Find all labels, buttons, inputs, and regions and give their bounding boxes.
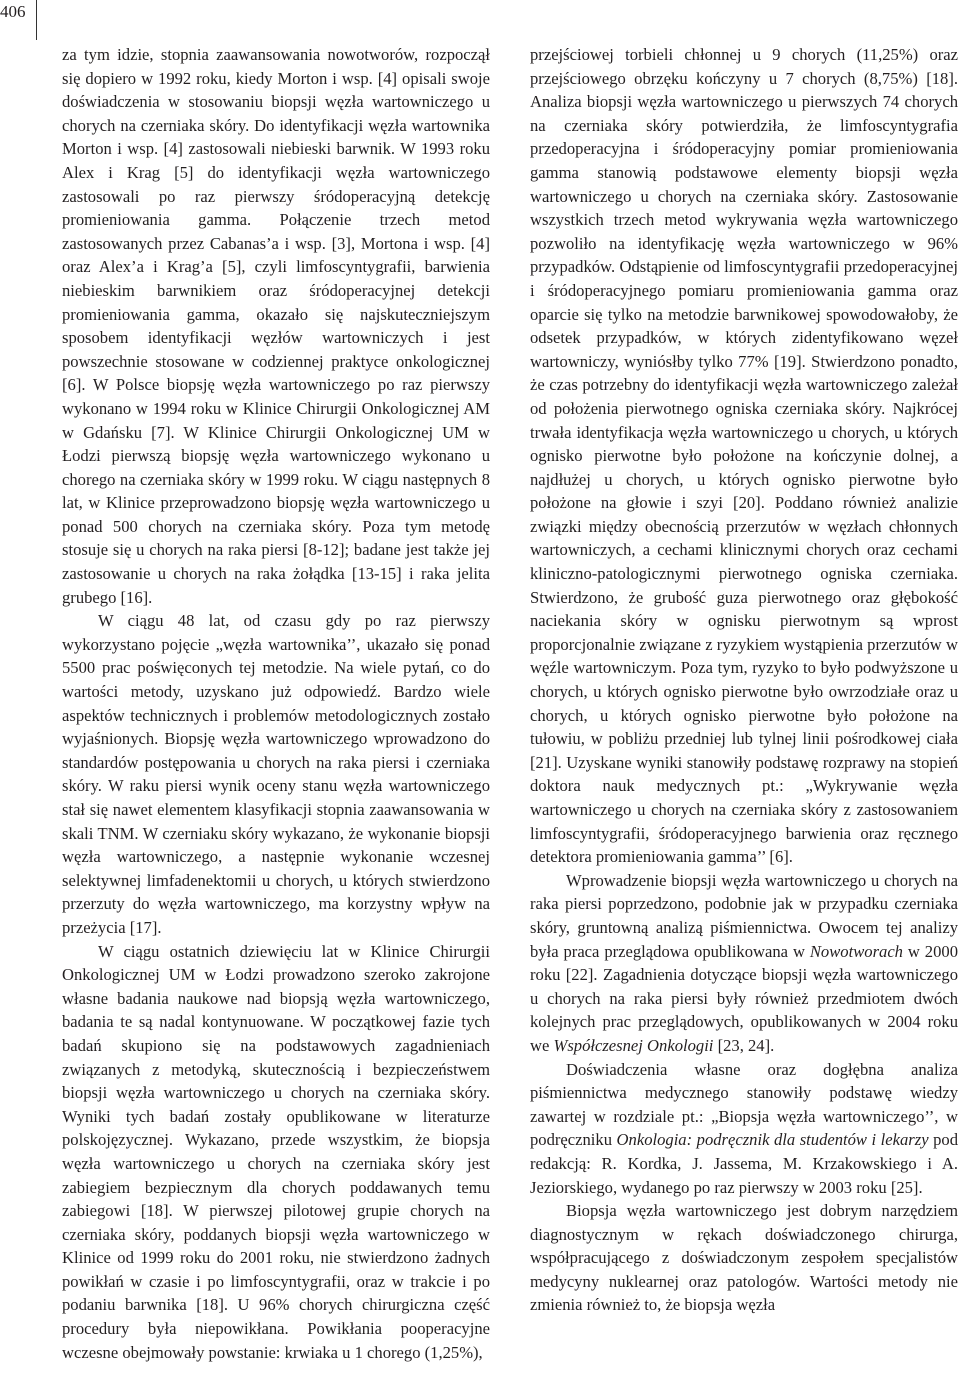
paragraph-text: pod redakcją: R. Kordka, J. Jassema, M. Krzakowskiego i A. Jeziorskiego, wydanego po raz pierwszy w 2003 roku [25]. bbox=[530, 1130, 958, 1197]
margin-rule bbox=[36, 0, 37, 40]
paragraph-text: [23, 24]. bbox=[713, 1035, 775, 1055]
paragraph-text: w 2000 roku [22]. Zagadnienia dotyczące biopsji węzła wartowniczego u chorych na raka piersi były również przedmiotem dwóch kolejnych prac przeglądowych, opublikowanych w 2004 roku we bbox=[530, 941, 958, 1055]
right-paragraph-4: Biopsja węzła wartowniczego jest dobrym narzędziem diagnostycznym w rękach doświadczonego chirurga, współpracującego z doświadczonym zespołem specjalistów medycyny nuklearnej oraz patologów. Wartości metody nie zmienia również to, że biopsja węzła bbox=[530, 1201, 958, 1315]
paragraph-text: Doświadczenia własne oraz dogłębna analiza piśmiennictwa medycznego stanowiły podstawę wiedzy zawartej w rozdziale pt.: „Biopsja węzła wartowniczego’’, w podręczniku bbox=[530, 1059, 958, 1150]
left-column bbox=[62, 43, 490, 1364]
right-paragraph-2 bbox=[530, 869, 958, 1058]
left-paragraph-3: W ciągu ostatnich dziewięciu lat w Klinice Chirurgii Onkologicznej UM w Łodzi prowadzono szeroko zakrojone własne badania naukowe nad biopsją węzła wartowniczego, badania te są nadal kontynuowane. W początkowej fazie tych badań skupiono się na podstawowych zagadnieniach związanych z metodyką, skutecznością i bezpieczeństwem biopsji węzła wartowniczego u chorych na czerniaka skóry. Wyniki tych badań zostały opublikowane w literaturze polskojęzycznej. Wykazano, przede wszystkim, że biopsja węzła wartowniczego u chorych na czerniaka skóry jest zabiegiem bezpiecznym dla chorych poddawanych temu zabiegowi [18]. W pierwszej pilotowej grupie chorych na czerniaka skóry, poddanych biopsji węzła wartowniczego w Klinice od 1999 roku do 2001 roku, nie stwierdzono żadnych powikłań w czasie i po limfoscyntygrafii, oraz w trakcie i po podaniu barwnika [18]. U 96% chorych chirurgiczna część procedury była niepowikłana. Powikłania pooperacyjne wczesne obejmowały powstanie: krwiaka u 1 chorego (1,25%), bbox=[62, 941, 490, 1362]
right-column bbox=[530, 43, 958, 1317]
right-paragraph-1: przejściowej torbieli chłonnej u 9 chorych (11,25%) oraz przejściowego obrzęku kończyny u 7 chorych (8,75%) [18]. Analiza biopsji węzła wartowniczego u pierwszych 74 chorych na czerniaka skóry potwierdziła, że limfoscyntygrafia przedoperacyjna i śródoperacyjny pomiar promieniowania gamma stanowią podstawowe elementy biopsji węzła wartowniczego u chorych na czerniaka skóry. Zastosowanie wszystkich trzech metod wykrywania węzła wartowniczego pozwoliło na identyfikację węzła wartowniczego w 96% przypadków. Odstąpienie od limfoscyntygrafii przedoperacyjnej i śródoperacyjnego pomiaru promieniowania gamma oraz oparcie się tylko na metodzie barwnikowej spowodowałoby, że odsetek przypadków, w których zidentyfikowano węzeł wartowniczy, wyniósłby tylko 77% [19]. Stwierdzono ponadto, że czas potrzebny do identyfikacji węzła wartowniczego zależał od położenia pierwotnego ogniska czerniaka skóry. Najkrócej trwała identyfikacja węzła wartowniczego u chorych, u których ognisko pierwotne było położone na kończynie dolnej, a najdłużej u chorych, u których ognisko pierwotne było położone na głowie i szyi [20]. Poddano również analizie związki między obecnością przerzutów w węzłach chłonnych wartowniczych, a cechami klinicznymi chorych oraz cechami kliniczno-patologicznymi pierwotnego ogniska czerniaka. Stwierdzono, że grubość guza pierwotnego oraz głębokość naciekania skóry w ognisku pierwotnym są wprost proporcjonalnie związane z ryzykiem wystąpienia przerzutów w węźle wartowniczym. Poza tym, ryzyko to było podwyższone u chorych, u których ognisko pierwotne było owrzodziałe oraz u chorych, u których ognisko pierwotne było położone na tułowiu, w pobliżu przedniej lub tylnej linii pośrodkowej ciała [21]. Uzyskane wyniki stanowiły podstawę rozprawy na stopień doktora nauk medycznych pt.: „Wykrywanie węzła wartowniczego u chorych na czerniaka skóry z zastosowaniem limfoscyntygrafii, śródoperacyjnego barwienia oraz ręcznego detektora promieniowania gamma’’ [6]. bbox=[530, 45, 958, 867]
page-number: 406 bbox=[0, 2, 26, 21]
book-title: Onkologia: podręcznik dla studentów i lekarzy bbox=[616, 1130, 929, 1150]
left-paragraph-2: W ciągu 48 lat, od czasu gdy po raz pierwszy wykorzystano pojęcie „węzła wartownika’’, ukazało się ponad 5500 prac poświęconych tej metodzie. Na wiele pytań, co do wartości metody, uzyskano już odpowiedź. Bardzo wiele aspektów technicznych i problemów metodologicznych zostało wyjaśnionych. Biopsję węzła wartowniczego wprowadzono do standardów postępowania u chorych na raka piersi i czerniaka skóry. W raku piersi wynik oceny stanu węzła wartowniczego stał się nawet elementem klasyfikacji stopnia zaawansowania w skali TNM. W czerniaku skóry wykazano, że wykonanie biopsji węzła wartowniczego, a następnie wykonanie wczesnej selektywnej limfadenektomii u chorych, u których stwierdzono przerzuty do węzła wartowniczego, ma korzystny wpływ na przeżycia [17]. bbox=[62, 611, 490, 937]
journal-title-nowotwory: Nowotworach bbox=[809, 941, 903, 961]
journal-title-wspolczesna-onkologia: Współczesnej Onkologii bbox=[553, 1035, 714, 1055]
left-paragraph-1: za tym idzie, stopnia zaawansowania nowotworów, rozpoczął się dopiero w 1992 roku, kiedy Morton i wsp. [4] opisali swoje doświadczenia w stosowaniu biopsji węzła wartowniczego u chorych na czerniaka skóry. Do identyfikacji węzła wartownika Morton i wsp. [4] zastosowali niebieski barwnik. W 1993 roku Alex i Krag [5] do identyfikacji węzła wartowniczego zastosowali po raz pierwszy śródoperacyjną detekcję promieniowania gamma. Połączenie trzech metod zastosowanych przez Cabanas’a i wsp. [3], Mortona i wsp. [4] oraz Alex’a i Krag’a [5], czyli limfoscyntygrafii, barwienia niebieskim barwnikiem oraz śródoperacyjnej detekcji promieniowania gamma, okazało się najskuteczniejszym sposobem identyfikacji węzłów wartowniczych i jest powszechnie stosowane w codziennej praktyce onkologicznej [6]. W Polsce biopsję węzła wartowniczego po raz pierwszy wykonano w 1994 roku w Klinice Chirurgii Onkologicznej AM w Gdańsku [7]. W Klinice Chirurgii Onkologicznej UM w Łodzi pierwszą biopsję węzła wartowniczego wykonano u chorego na czerniaka skóry w 1999 roku. W ciągu następnych 8 lat, w Klinice przeprowadzono biopsję węzła wartowniczego u ponad 500 chorych na czerniaka skóry. Poza tym metodę stosuje się u chorych na raka piersi [8-12]; badane jest także jej zastosowanie u chorych na raka żołądka [13-15] i raka jelita grubego [16]. bbox=[62, 45, 490, 607]
paragraph-text: Wprowadzenie biopsji węzła wartowniczego u chorych na raka piersi poprzedzono, podobnie jak w przypadku czerniaka skóry, gruntowną analizą piśmiennictwa. Owocem tej analizy była praca przeglądowa opublikowana w bbox=[530, 870, 958, 961]
right-paragraph-3 bbox=[530, 1058, 958, 1200]
